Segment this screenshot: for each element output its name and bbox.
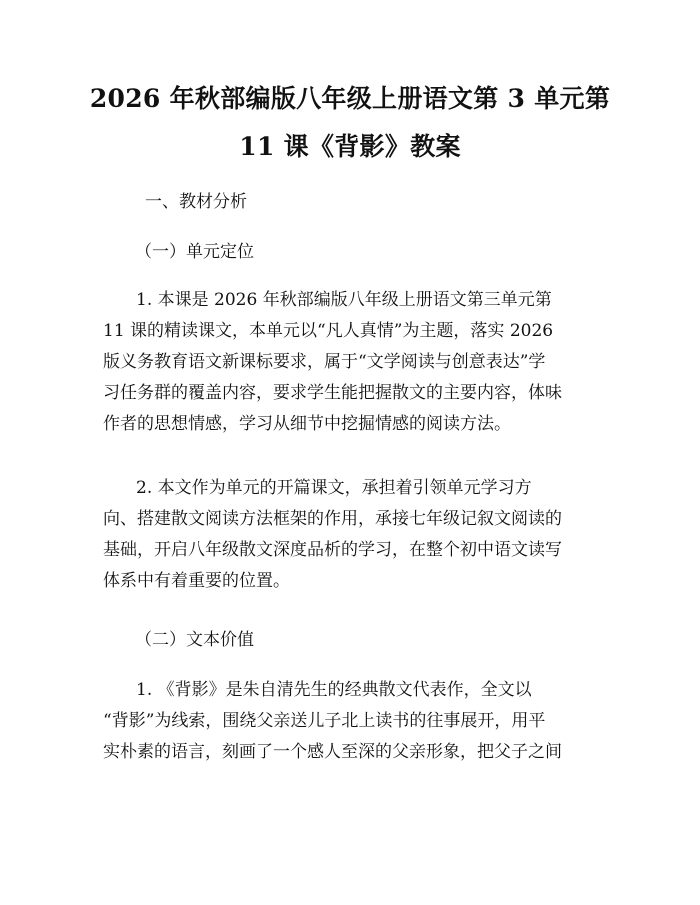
paragraph-line: 实朴素的语言，刻画了一个感人至深的父亲形象，把父子之间 [103, 742, 562, 762]
section-heading-textbook-analysis: 一、教材分析 [145, 192, 247, 212]
paragraph-unit-positioning-2 [103, 473, 603, 597]
paragraph-line: 习任务群的覆盖内容，要求学生能把握散文的主要内容，体味 [103, 383, 562, 403]
paragraph-line: 基础，开启八年级散文深度品析的学习，在整个初中语文读写 [103, 540, 562, 560]
paragraph-line: 2. 本文作为单元的开篇课文，承担着引领单元学习方 [136, 478, 532, 498]
paragraph-line: 作者的思想情感，学习从细节中挖掘情感的阅读方法。 [103, 414, 511, 434]
paragraph-line: 11 课的精读课文，本单元以“凡人真情”为主题，落实 2026 [103, 321, 554, 341]
document-title-line-1: 2026 年秋部编版八年级上册语文第 3 单元第 [89, 84, 611, 113]
subsection-heading-text-value: （二）文本价值 [135, 630, 254, 650]
paragraph-unit-positioning-1 [103, 285, 603, 440]
paragraph-line: “背影”为线索，围绕父亲送儿子北上读书的往事展开，用平 [103, 711, 546, 731]
paragraph-line: 体系中有着重要的位置。 [103, 571, 290, 591]
subsection-heading-unit-positioning: （一）单元定位 [135, 242, 254, 262]
paragraph-line: 版义务教育语文新课标要求，属于“文学阅读与创意表达”学 [103, 352, 546, 372]
document-title-line-2: 11 课《背影》教案 [239, 132, 461, 161]
paragraph-line: 1. 本课是 2026 年秋部编版八年级上册语文第三单元第 [136, 290, 552, 310]
paragraph-text-value-1 [103, 675, 603, 768]
paragraph-line: 向、搭建散文阅读方法框架的作用，承接七年级记叙文阅读的 [103, 509, 562, 529]
paragraph-line: 1. 《背影》是朱自清先生的经典散文代表作，全文以 [136, 680, 532, 700]
